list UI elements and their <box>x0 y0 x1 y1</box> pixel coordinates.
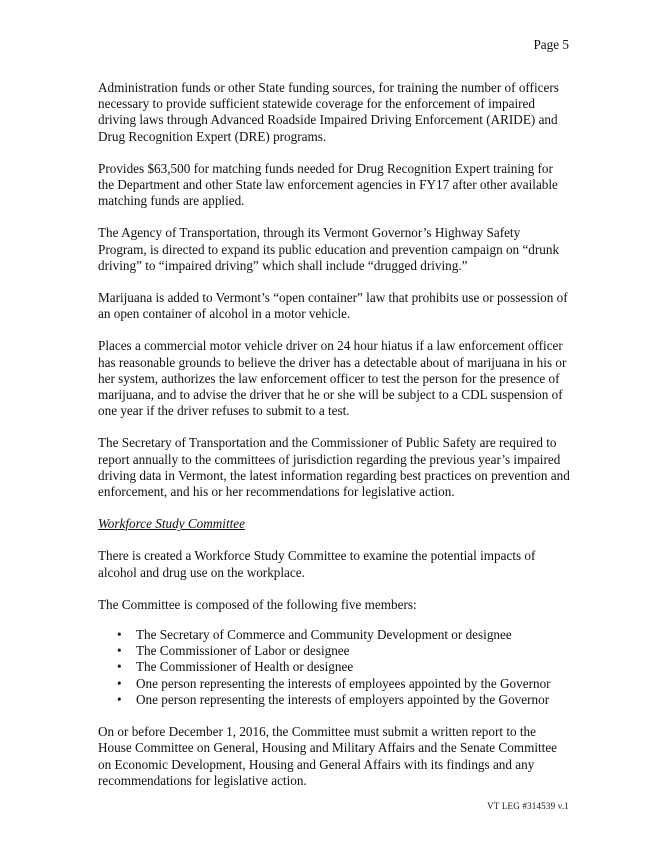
paragraph-open-container: Marijuana is added to Vermont’s “open container” law that prohibits use or possession of an open container of alcohol in a motor vehicle. <box>98 290 568 322</box>
document-footer-id: VT LEG #314539 v.1 <box>487 800 569 811</box>
paragraph-education-campaign: The Agency of Transportation, through its Vermont Governor’s Highway Safety Program, is directed to expand its public education and prevention campaign on “drunk driving” to “impaired driving” which shall include “drugged driving.” <box>98 225 560 273</box>
paragraph-training-funds: Administration funds or other State funding sources, for training the number of officers necessary to provide sufficient statewide coverage for the enforcement of impaired driving laws through Advanced Roadside Impaired Driving Enforcement (ARIDE) and Drug Recognition Expert (DRE) programs. <box>98 80 559 144</box>
list-item-text: One person representing the interests of employees appointed by the Governor <box>136 675 551 691</box>
paragraph-cdl-driver: Places a commercial motor vehicle driver on 24 hour hiatus if a law enforcement officer has reasonable grounds to believe the driver has a detectable about of marijuana in his or her system, authorizes the law enforcement officer to test the person for the presence of marijuana, and to advise the driver that he or she will be subject to a CDL suspension of one year if the driver refuses to submit to a test. <box>98 338 567 419</box>
list-item <box>98 659 572 675</box>
list-item <box>98 627 572 643</box>
paragraph-committee-composition: The Committee is composed of the following five members: <box>98 596 417 612</box>
paragraph-annual-report: The Secretary of Transportation and the Commissioner of Public Safety are required to report annually to the committees of jurisdiction regarding the previous year’s impaired driving data in Vermont, the latest information regarding best practices on prevention and enforcement, and his or her recommendations for legislative action. <box>98 435 570 500</box>
list-item-text: The Commissioner of Health or designee <box>136 659 354 675</box>
list-item <box>98 643 572 659</box>
list-item <box>98 676 572 692</box>
list-item-text: The Commissioner of Labor or designee <box>136 643 350 659</box>
bullet-icon: • <box>117 691 122 707</box>
committee-member-list <box>98 627 572 708</box>
paragraph-report-deadline: On or before December 1, 2016, the Committee must submit a written report to the House Committee on General, Housing and Military Affairs and the Senate Committee on Economic Development, Housing and General Affairs with its findings and any recommendations for legislative action. <box>98 724 558 788</box>
section-heading-workforce-study: Workforce Study Committee <box>98 516 245 532</box>
list-item <box>98 692 572 708</box>
bullet-icon: • <box>117 643 122 659</box>
bullet-icon: • <box>117 659 122 675</box>
page-number: Page 5 <box>533 37 569 52</box>
list-item-text: One person representing the interests of employers appointed by the Governor <box>136 691 550 707</box>
bullet-icon: • <box>117 627 122 643</box>
paragraph-committee-intro: There is created a Workforce Study Committee to examine the potential impacts of alcohol and drug use on the workplace. <box>98 548 536 580</box>
paragraph-matching-funds: Provides $63,500 for matching funds needed for Drug Recognition Expert training for the Department and other State law enforcement agencies in FY17 after other available matching funds are applied. <box>98 160 558 209</box>
list-item-text: The Secretary of Commerce and Community Development or designee <box>136 627 512 643</box>
bullet-icon: • <box>117 675 122 691</box>
document-body <box>98 80 572 805</box>
